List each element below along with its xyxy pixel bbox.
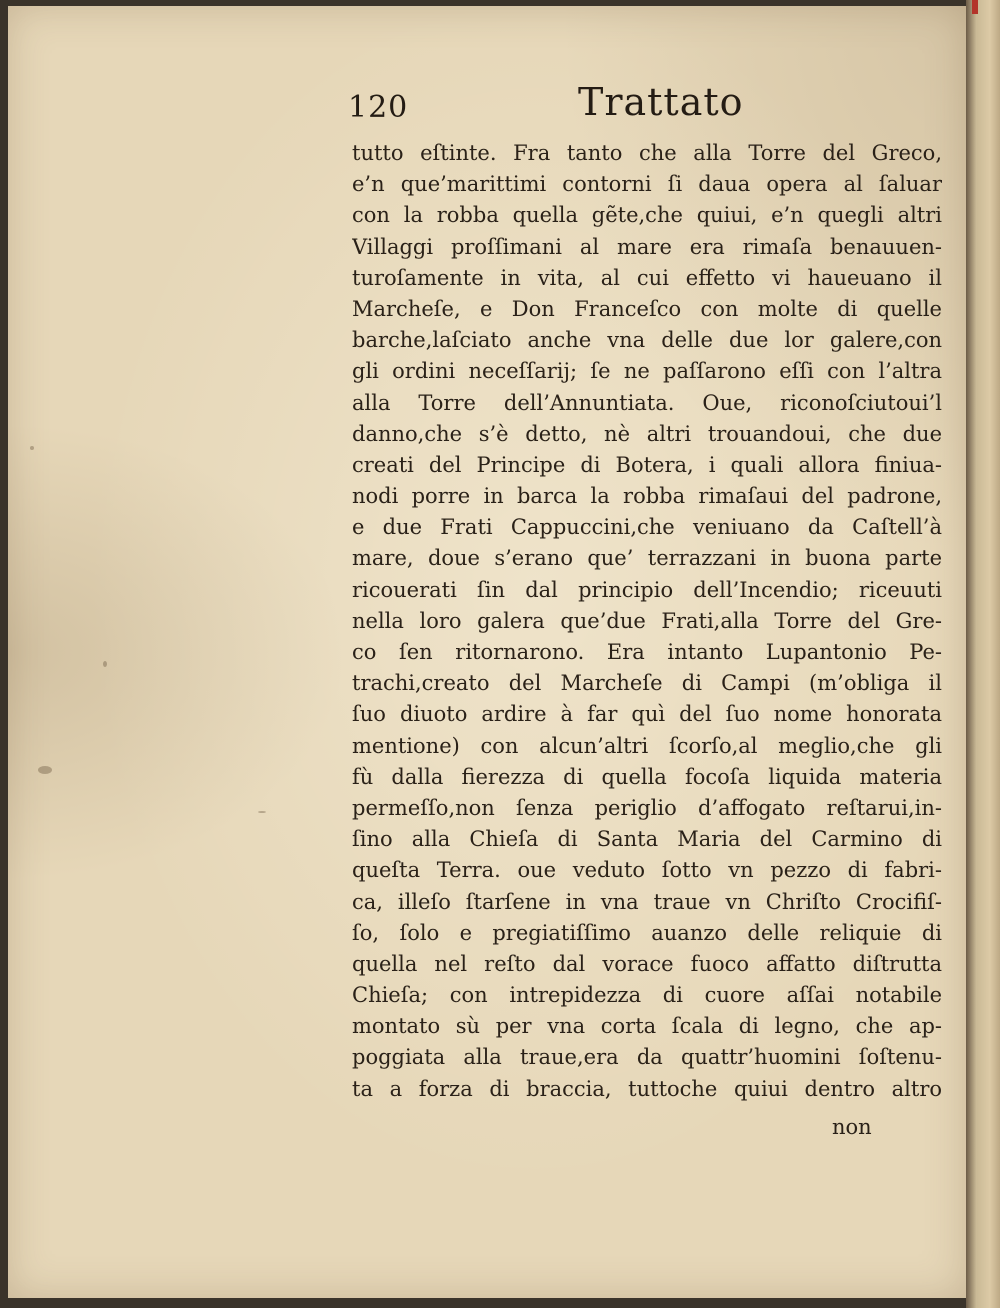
text-line: con la robba quella gẽte,che quiui, e’n quegli altri — [352, 203, 942, 228]
text-line: queſta Terra. oue veduto ſotto vn pezzo di fabri- — [352, 858, 942, 883]
text-line: Marcheſe, e Don Franceſco con molte di quelle — [352, 296, 942, 321]
page-number: 120 — [348, 90, 409, 125]
text-line: barche,laſciato anche vna delle due lor galere,con — [352, 328, 942, 353]
text-line: ricouerati ſin dal principio dell’Incendio; riceuuti — [352, 577, 942, 602]
text-line: tutto eſtinte. Fra tanto che alla Torre del Greco, — [352, 141, 942, 165]
text-line: permeſſo,non ſenza periglio d’affogato reſtarui,in- — [352, 795, 942, 820]
paper-speck — [30, 446, 34, 450]
text-line: Chieſa; con intrepidezza di cuore aſſai notabile — [352, 983, 942, 1008]
text-line: Villaggi proſſimani al mare era rimaſa benauuen- — [352, 234, 942, 259]
text-line: nodi porre in barca la robba rimaſaui del padrone, — [352, 484, 942, 509]
adjacent-page-edge — [966, 0, 1000, 1308]
text-line: mentione) con alcun’altri ſcorſo,al meglio,che gli — [352, 733, 942, 758]
text-line: creati del Principe di Botera, i quali allora finiua- — [352, 452, 942, 477]
page-header — [348, 80, 948, 130]
text-line: poggiata alla traue,era da quattr’huomini ſoſtenu- — [352, 1045, 942, 1070]
running-title: Trattato — [578, 80, 744, 124]
text-line: ca, illeſo ſtarſene in vna traue vn Chriſto Crocifiſ- — [352, 889, 942, 914]
text-line: nella loro galera que’due Frati,alla Torre del Gre- — [352, 608, 942, 633]
catchword: non — [832, 1115, 872, 1139]
paper-speck — [38, 766, 52, 774]
text-line: co ſen ritornarono. Era intanto Lupantonio Pe- — [352, 640, 942, 664]
text-line: fù dalla fierezza di quella focoſa liquida materia — [352, 764, 942, 789]
text-line: ſuo diuoto ardire à far quì del ſuo nome honorata — [352, 702, 942, 727]
text-line: quella nel reſto dal vorace fuoco affatto diſtrutta — [352, 951, 942, 976]
text-line: trachi,creato del Marcheſe di Campi (m’obliga il — [352, 671, 942, 696]
text-line: e due Frati Cappuccini,che veniuano da Caſtell’à — [352, 515, 942, 540]
paper-speck — [103, 661, 107, 667]
paper-speck — [258, 811, 266, 813]
text-line: alla Torre dell’Annuntiata. Oue, riconoſciutoui’l — [352, 390, 942, 415]
text-line: mare, doue s’erano que’ terrazzani in buona parte — [352, 546, 942, 571]
text-line: turoſamente in vita, al cui effetto vi haueuano il — [352, 265, 942, 290]
text-line: danno,che s’è detto, nè altri trouandoui, che due — [352, 421, 942, 446]
color-calibration-mark — [972, 0, 978, 14]
body-text-block — [352, 138, 942, 1105]
text-line: gli ordini neceſſarij; ſe ne paſſarono eſſi con l’altra — [352, 359, 942, 384]
text-line: ſo, ſolo e pregiatiſſimo auanzo delle reliquie di — [352, 920, 942, 945]
text-line: montato sù per vna corta ſcala di legno, che ap- — [352, 1014, 942, 1039]
text-line: ta a forza di braccia, tuttoche quiui dentro altro — [352, 1076, 942, 1101]
text-line: ſino alla Chieſa di Santa Maria del Carmino di — [352, 827, 942, 852]
text-line: e’n que’marittimi contorni ſi daua opera al ſaluar — [352, 172, 942, 197]
